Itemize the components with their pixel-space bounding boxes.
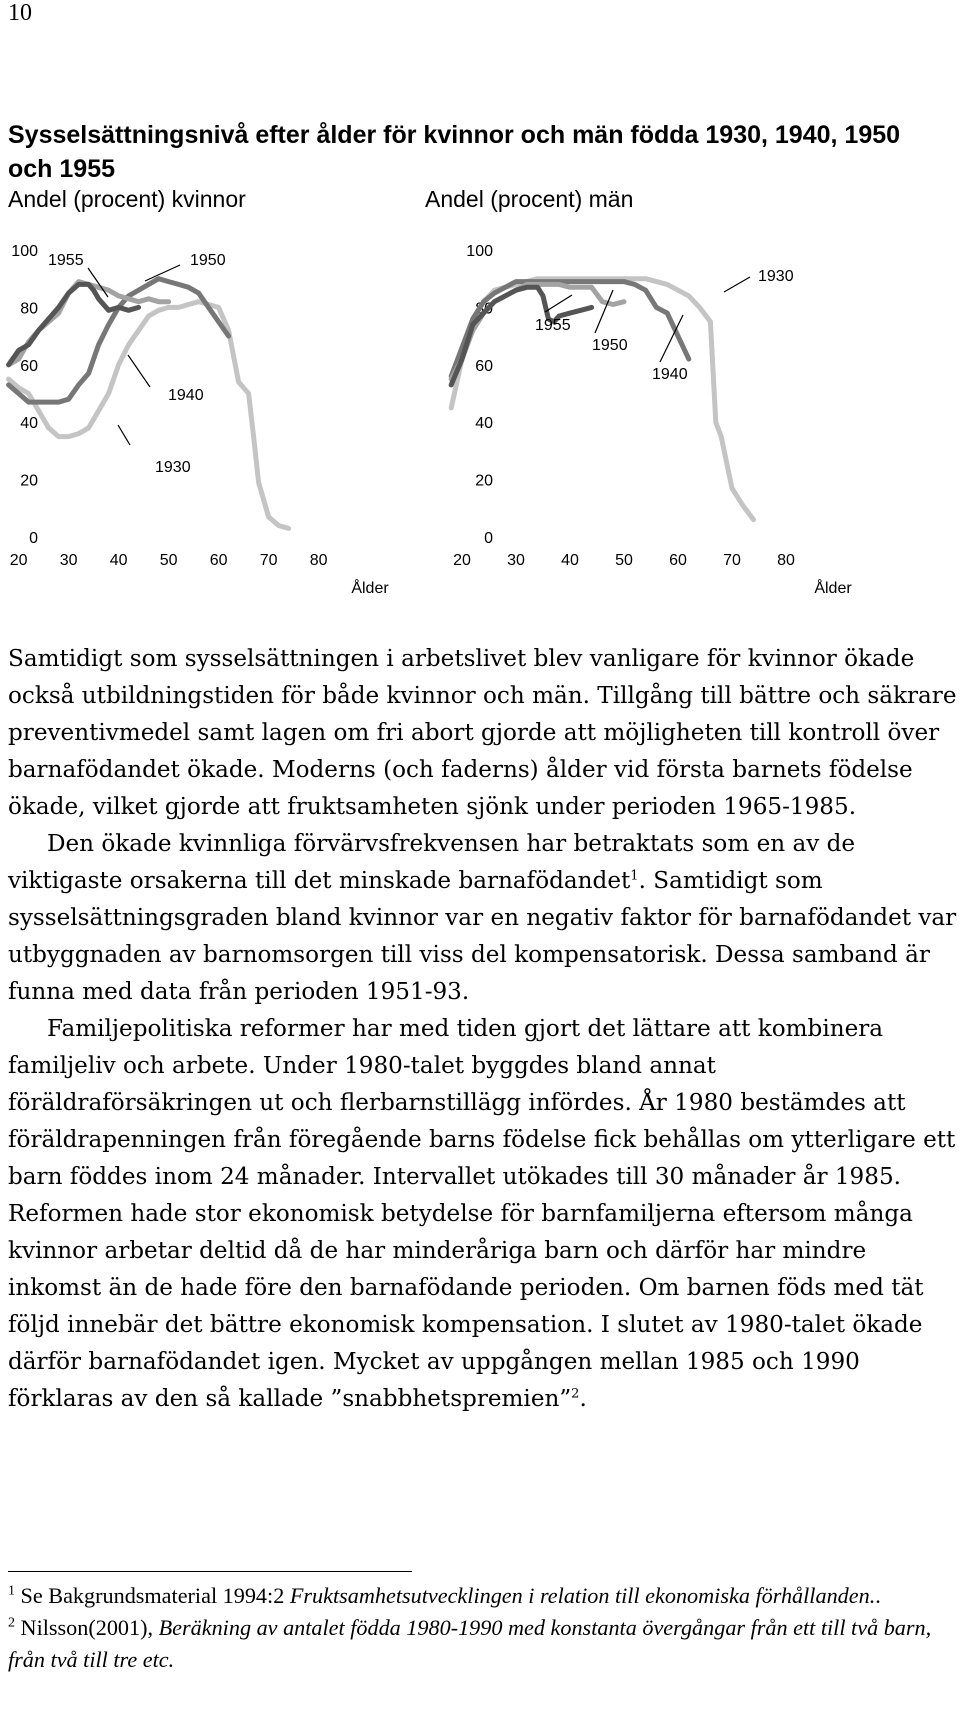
women-xtick-label: 50	[159, 552, 178, 569]
paragraph-2-text-b: . Samtidigt som sysselsättningsgraden bland kvinnor var en negativ faktor för barnafödandet var utbyggnaden av barnomsorgen till viss del kompensatorisk. Dessa samband är funna med data från perioden 1951-93.	[8, 868, 957, 1005]
men-panel-title: Andel (procent) män	[425, 186, 634, 212]
men-ytick-label: 40	[475, 415, 493, 433]
men-ytick-label: 100	[466, 243, 493, 260]
women-ytick-label: 40	[20, 415, 38, 433]
men-ytick-label: 80	[475, 300, 493, 318]
women-annotation-leader-1940	[128, 355, 150, 387]
women-x-axis-label: Ålder	[351, 580, 389, 597]
footnote-1-end: .	[875, 1583, 881, 1608]
women-xtick-label: 20	[9, 552, 28, 569]
men-ytick-label: 60	[475, 357, 493, 375]
women-annotation-1940: 1940	[168, 387, 204, 404]
paragraph-2	[8, 826, 960, 1011]
paragraph-1: Samtidigt som sysselsättningen i arbetslivet blev vanligare för kvinnor ökade också utbildningstiden för både kvinnor och män. Tillgång till bättre och säkrare preventivmedel samt lagen om fri abort gjorde att möjligheten till kontroll över barnafödandet ökade. Moderns (och faderns) ålder vid första barnets födelse ökade, vilket gjorde att fruktsamheten sjönk under perioden 1965-1985.	[8, 646, 957, 820]
footnote-1	[8, 1580, 960, 1612]
footnote-1-title: Fruktsamhetsutvecklingen i relation till ekonomiska förhållanden.	[289, 1583, 876, 1608]
footnote-ref-1[interactable]: 1	[630, 868, 639, 884]
men-xtick-label: 50	[615, 552, 633, 569]
footnotes	[8, 1580, 960, 1676]
footnote-2-text: Nilsson(2001),	[15, 1615, 159, 1640]
paragraph-2-text-a: Den ökade kvinnliga förvärvsfrekvensen har betraktats som en av de viktigaste orsakerna till det minskade barnafödandet	[8, 831, 856, 894]
paragraph-3-text-a: Familjepolitiska reformer har med tiden gjort det lättare att kombinera familjeliv och arbete. Under 1980-talet byggdes bland annat föräldraförsäkringen ut och flerbarnstillägg infördes. År 1980 bestämdes att föräldrapenningen från föregående barns födelse fick behållas om ytterligare ett barn föddes inom 24 månader. Intervallet utökades till 30 månader år 1985. Reformen hade stor ekonomisk betydelse för barnfamiljerna eftersom många kvinnor arbetar deltid då de har minderåriga barn och därför har mindre inkomst än de hade före den barnafödande perioden. Om barnen föds med tät följd innebär det bättre ekonomisk kompensation. I slutet av 1980-talet ökade därför barnafödandet igen. Mycket av uppgången mellan 1985 och 1990 förklaras av den så kallade ”snabbhetspremien”	[8, 1016, 956, 1412]
employment-charts	[0, 0, 960, 600]
women-annotation-1950: 1950	[190, 252, 226, 269]
women-chart	[9, 243, 390, 597]
men-x-axis-label: Ålder	[814, 580, 852, 597]
men-annotation-1950: 1950	[592, 337, 628, 354]
footnote-2-title: Beräkning av antalet födda 1980-1990 med konstanta övergångar från ett till två barn, från två till tre etc.	[8, 1615, 932, 1672]
footnote-2	[8, 1612, 960, 1676]
women-ytick-label: 80	[20, 300, 38, 318]
men-annotation-1930: 1930	[758, 268, 794, 285]
women-annotation-1930: 1930	[155, 459, 191, 476]
men-annotation-leader-1955	[545, 295, 572, 312]
women-xtick-label: 60	[209, 552, 228, 569]
men-xtick-label: 60	[669, 552, 687, 569]
women-ytick-label: 0	[29, 530, 38, 547]
women-series-1930-line	[9, 302, 289, 529]
men-xtick-label: 30	[507, 552, 525, 569]
women-panel-title: Andel (procent) kvinnor	[8, 186, 246, 212]
men-chart	[451, 243, 852, 597]
women-xtick-label: 30	[59, 552, 78, 569]
paragraph-3-text-b: .	[579, 1386, 587, 1412]
men-annotation-1940: 1940	[652, 366, 688, 383]
footnote-1-mark: 1	[8, 1583, 15, 1599]
men-annotation-1955: 1955	[535, 317, 571, 334]
men-xtick-label: 70	[723, 552, 741, 569]
women-xtick-label: 80	[309, 552, 328, 569]
figure-title: Sysselsättningsnivå efter ålder för kvinnor och män födda 1930, 1940, 1950 och 1955	[8, 121, 901, 183]
paragraph-3	[8, 1011, 960, 1418]
footnote-divider	[8, 1571, 412, 1572]
women-annotation-leader-1930	[118, 425, 130, 445]
women-ytick-label: 60	[20, 357, 38, 375]
footnote-1-text: Se Bakgrundsmaterial 1994:2	[15, 1583, 290, 1608]
women-annotation-1955: 1955	[48, 252, 84, 269]
men-ytick-label: 20	[475, 472, 493, 490]
men-xtick-label: 20	[453, 552, 471, 569]
page-number: 10	[8, 0, 32, 26]
men-annotation-leader-1930	[724, 277, 750, 292]
women-ytick-label: 100	[11, 243, 38, 260]
women-ytick-label: 20	[20, 472, 38, 490]
men-ytick-label: 0	[484, 530, 493, 547]
body-text	[8, 641, 960, 1418]
men-xtick-label: 80	[777, 552, 795, 569]
footnote-ref-2[interactable]: 2	[571, 1386, 580, 1402]
men-xtick-label: 40	[561, 552, 579, 569]
footnote-2-mark: 2	[8, 1615, 15, 1631]
women-xtick-label: 70	[259, 552, 278, 569]
women-xtick-label: 40	[109, 552, 128, 569]
